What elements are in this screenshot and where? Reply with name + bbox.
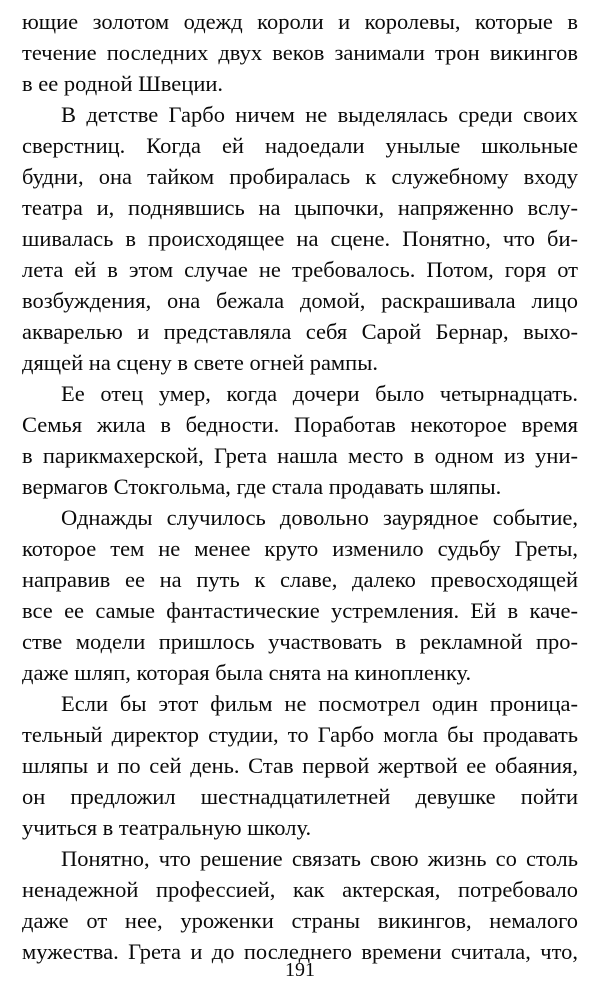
text-line: лета ей в этом случае не требовалось. Потом, горя от: [22, 257, 578, 282]
paragraph: [22, 843, 578, 967]
text-line: даже от нее, уроженки страны викингов, немалого: [22, 908, 578, 933]
text-line: в ее родной Швеции.: [22, 71, 224, 96]
text-line: Если бы этот фильм не посмотрел один проница-: [61, 691, 578, 716]
text-line: течение последних двух веков занимали трон викингов: [22, 40, 578, 65]
paragraph: [22, 6, 578, 99]
paragraph: [22, 378, 578, 502]
text-line: даже шляп, которая была снята на кинопленку.: [22, 660, 472, 685]
text-line: в парикмахерской, Грета нашла место в одном из уни-: [22, 443, 578, 468]
text-line: шивалась в происходящее на сцене. Понятно, что би-: [22, 226, 578, 251]
text-line: акварелью и представляла себя Сарой Бернар, выхо-: [22, 319, 578, 344]
text-line: тельный директор студии, то Гарбо могла бы продавать: [22, 722, 578, 747]
text-line: Однажды случилось довольно заурядное событие,: [61, 505, 578, 530]
text-line: Ее отец умер, когда дочери было четырнадцать.: [61, 381, 578, 406]
text-line: В детстве Гарбо ничем не выделялась среди своих: [61, 102, 578, 127]
text-line: все ее самые фантастические устремления. Ей в каче-: [22, 598, 578, 623]
text-line: Понятно, что решение связать свою жизнь со столь: [61, 846, 578, 871]
text-line: Семья жила в бедности. Поработав некоторое время: [22, 412, 578, 437]
text-line: ненадежной профессией, как актерская, потребовало: [22, 877, 578, 902]
text-line: шляпы и по сей день. Став первой жертвой ее обаяния,: [22, 753, 578, 778]
paragraph: [22, 502, 578, 688]
text-line: направив ее на путь к славе, далеко превосходящей: [22, 567, 578, 592]
text-line: он предложил шестнадцатилетней девушке пойти: [22, 784, 578, 809]
text-line: дящей на сцену в свете огней рампы.: [22, 350, 378, 375]
text-line: мужества. Грета и до последнего времени считала, что,: [22, 939, 578, 964]
text-line: учиться в театральную школу.: [22, 815, 312, 840]
text-line: сверстниц. Когда ей надоедали унылые школьные: [22, 133, 578, 158]
text-line: театра и, поднявшись на цыпочки, напряженно вслу-: [22, 195, 578, 220]
text-line: стве модели пришлось участвовать в рекламной про-: [22, 629, 578, 654]
text-line: будни, она тайком пробиралась к служебному входу: [22, 164, 578, 189]
text-line: ющие золотом одежд короли и королевы, которые в: [22, 9, 578, 34]
paragraph: [22, 688, 578, 843]
page-number: 191: [285, 959, 315, 981]
text-line: возбуждения, она бежала домой, раскрашивала лицо: [22, 288, 578, 313]
paragraph: [22, 99, 578, 378]
text-line: вермагов Стокгольма, где стала продавать шляпы.: [22, 474, 502, 499]
text-line: которое тем не менее круто изменило судьбу Греты,: [22, 536, 578, 561]
page-body: [22, 6, 578, 967]
